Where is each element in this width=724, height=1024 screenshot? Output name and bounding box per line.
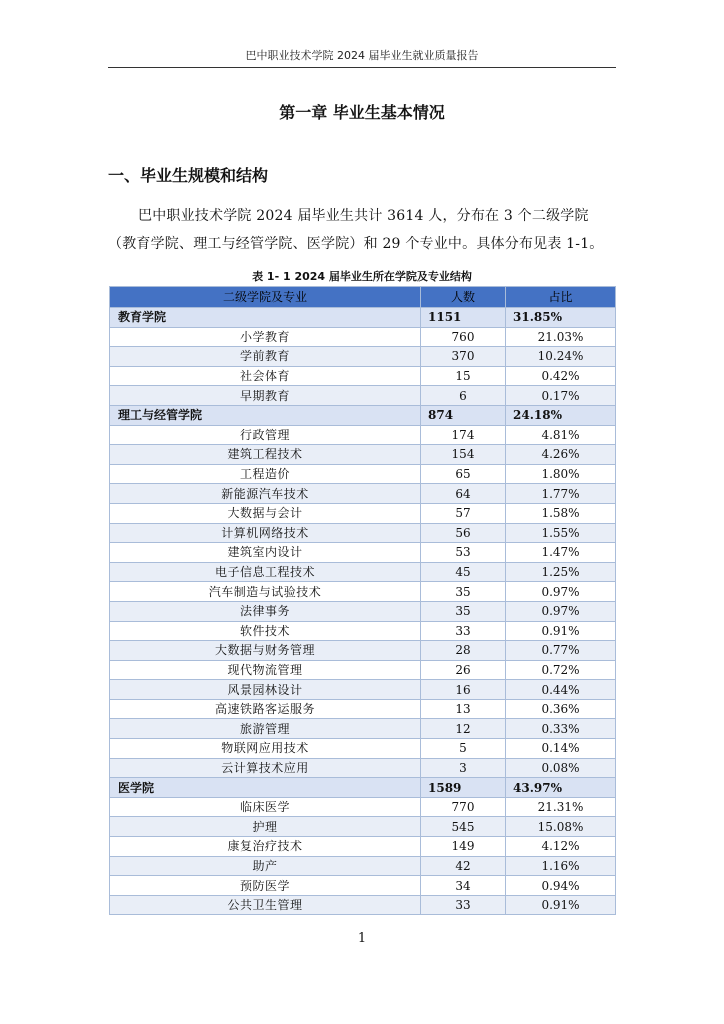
major-percent-cell: 4.12%: [506, 837, 616, 857]
header-percent: 占比: [506, 287, 616, 308]
major-percent-cell: 0.97%: [506, 601, 616, 621]
major-name-cell: 学前教育: [110, 347, 421, 367]
major-percent-cell: 0.17%: [506, 386, 616, 406]
major-name-cell: 高速铁路客运服务: [110, 699, 421, 719]
major-count-cell: 65: [421, 464, 506, 484]
major-percent-cell: 0.08%: [506, 758, 616, 778]
major-percent-cell: 0.91%: [506, 895, 616, 915]
major-name-cell: 早期教育: [110, 386, 421, 406]
table-row: [110, 719, 616, 739]
major-name-cell: 助产: [110, 856, 421, 876]
page-header: 巴中职业技术学院 2024 届毕业生就业质量报告: [245, 49, 479, 62]
major-percent-cell: 1.77%: [506, 484, 616, 504]
college-count-cell: 1589: [421, 778, 506, 798]
table-row: [110, 425, 616, 445]
table-row: [110, 347, 616, 367]
major-name-cell: 大数据与会计: [110, 503, 421, 523]
major-percent-cell: 4.26%: [506, 445, 616, 465]
major-percent-cell: 0.33%: [506, 719, 616, 739]
header-college-major: 二级学院及专业: [110, 287, 421, 308]
table-row: [110, 680, 616, 700]
major-name-cell: 云计算技术应用: [110, 758, 421, 778]
major-structure-table: [109, 286, 616, 915]
college-row: [110, 308, 616, 328]
major-percent-cell: 0.77%: [506, 641, 616, 661]
major-name-cell: 旅游管理: [110, 719, 421, 739]
table-row: [110, 641, 616, 661]
table-row: [110, 543, 616, 563]
college-percent-cell: 24.18%: [506, 405, 616, 425]
college-name-cell: 教育学院: [110, 308, 421, 328]
major-count-cell: 42: [421, 856, 506, 876]
major-count-cell: 154: [421, 445, 506, 465]
major-percent-cell: 21.03%: [506, 327, 616, 347]
table-row: [110, 856, 616, 876]
major-name-cell: 软件技术: [110, 621, 421, 641]
major-name-cell: 护理: [110, 817, 421, 837]
table-row: [110, 503, 616, 523]
major-count-cell: 33: [421, 895, 506, 915]
major-count-cell: 53: [421, 543, 506, 563]
major-name-cell: 新能源汽车技术: [110, 484, 421, 504]
college-name-cell: 理工与经管学院: [110, 405, 421, 425]
major-percent-cell: 0.72%: [506, 660, 616, 680]
major-percent-cell: 21.31%: [506, 797, 616, 817]
major-percent-cell: 0.14%: [506, 739, 616, 759]
table-row: [110, 797, 616, 817]
college-name-cell: 医学院: [110, 778, 421, 798]
major-name-cell: 社会体育: [110, 366, 421, 386]
major-count-cell: 28: [421, 641, 506, 661]
table-row: [110, 876, 616, 896]
body-paragraph: 巴中职业技术学院 2024 届毕业生共计 3614 人，分布在 3 个二级学院（教育学院、理工与经管学院、医学院）和 29 个专业中。具体分布见表 1-1。: [108, 208, 604, 252]
college-percent-cell: 43.97%: [506, 778, 616, 798]
major-name-cell: 建筑室内设计: [110, 543, 421, 563]
table-row: [110, 837, 616, 857]
major-name-cell: 计算机网络技术: [110, 523, 421, 543]
major-name-cell: 预防医学: [110, 876, 421, 896]
major-count-cell: 6: [421, 386, 506, 406]
major-percent-cell: 1.25%: [506, 562, 616, 582]
major-name-cell: 工程造价: [110, 464, 421, 484]
major-name-cell: 公共卫生管理: [110, 895, 421, 915]
major-percent-cell: 0.36%: [506, 699, 616, 719]
major-percent-cell: 0.94%: [506, 876, 616, 896]
major-name-cell: 物联网应用技术: [110, 739, 421, 759]
college-count-cell: 874: [421, 405, 506, 425]
table-row: [110, 758, 616, 778]
major-count-cell: 33: [421, 621, 506, 641]
major-name-cell: 风景园林设计: [110, 680, 421, 700]
college-row: [110, 405, 616, 425]
major-count-cell: 45: [421, 562, 506, 582]
section-title: 一、毕业生规模和结构: [108, 166, 269, 185]
major-name-cell: 现代物流管理: [110, 660, 421, 680]
major-percent-cell: 0.97%: [506, 582, 616, 602]
major-count-cell: 35: [421, 582, 506, 602]
major-percent-cell: 0.42%: [506, 366, 616, 386]
major-percent-cell: 1.55%: [506, 523, 616, 543]
major-count-cell: 15: [421, 366, 506, 386]
major-count-cell: 34: [421, 876, 506, 896]
major-name-cell: 建筑工程技术: [110, 445, 421, 465]
table-row: [110, 660, 616, 680]
major-name-cell: 汽车制造与试验技术: [110, 582, 421, 602]
header-divider: [108, 67, 616, 68]
major-name-cell: 临床医学: [110, 797, 421, 817]
major-count-cell: 56: [421, 523, 506, 543]
table-row: [110, 562, 616, 582]
major-name-cell: 小学教育: [110, 327, 421, 347]
major-count-cell: 3: [421, 758, 506, 778]
major-count-cell: 545: [421, 817, 506, 837]
major-count-cell: 35: [421, 601, 506, 621]
table-row: [110, 386, 616, 406]
major-percent-cell: 1.47%: [506, 543, 616, 563]
major-count-cell: 149: [421, 837, 506, 857]
table-row: [110, 582, 616, 602]
major-count-cell: 64: [421, 484, 506, 504]
major-count-cell: 26: [421, 660, 506, 680]
major-count-cell: 57: [421, 503, 506, 523]
major-name-cell: 电子信息工程技术: [110, 562, 421, 582]
major-percent-cell: 1.80%: [506, 464, 616, 484]
table-header-row: [110, 287, 616, 308]
major-percent-cell: 4.81%: [506, 425, 616, 445]
major-count-cell: 12: [421, 719, 506, 739]
major-name-cell: 法律事务: [110, 601, 421, 621]
major-percent-cell: 10.24%: [506, 347, 616, 367]
chapter-title: 第一章 毕业生基本情况: [279, 103, 445, 122]
table-row: [110, 366, 616, 386]
major-percent-cell: 1.16%: [506, 856, 616, 876]
table-row: [110, 484, 616, 504]
major-percent-cell: 1.58%: [506, 503, 616, 523]
table-row: [110, 523, 616, 543]
major-count-cell: 370: [421, 347, 506, 367]
table-body: [110, 308, 616, 915]
college-percent-cell: 31.85%: [506, 308, 616, 328]
table-row: [110, 621, 616, 641]
major-name-cell: 大数据与财务管理: [110, 641, 421, 661]
table-row: [110, 464, 616, 484]
table-row: [110, 817, 616, 837]
major-count-cell: 16: [421, 680, 506, 700]
header-count: 人数: [421, 287, 506, 308]
major-count-cell: 13: [421, 699, 506, 719]
table-row: [110, 327, 616, 347]
major-percent-cell: 0.44%: [506, 680, 616, 700]
table-row: [110, 895, 616, 915]
college-count-cell: 1151: [421, 308, 506, 328]
major-count-cell: 174: [421, 425, 506, 445]
major-name-cell: 康复治疗技术: [110, 837, 421, 857]
table-row: [110, 445, 616, 465]
major-percent-cell: 0.91%: [506, 621, 616, 641]
major-percent-cell: 15.08%: [506, 817, 616, 837]
major-count-cell: 760: [421, 327, 506, 347]
table-row: [110, 699, 616, 719]
major-name-cell: 行政管理: [110, 425, 421, 445]
major-count-cell: 5: [421, 739, 506, 759]
page-number: 1: [357, 931, 367, 946]
table-row: [110, 601, 616, 621]
major-count-cell: 770: [421, 797, 506, 817]
college-row: [110, 778, 616, 798]
table-caption: 表 1- 1 2024 届毕业生所在学院及专业结构: [252, 270, 472, 283]
table-row: [110, 739, 616, 759]
